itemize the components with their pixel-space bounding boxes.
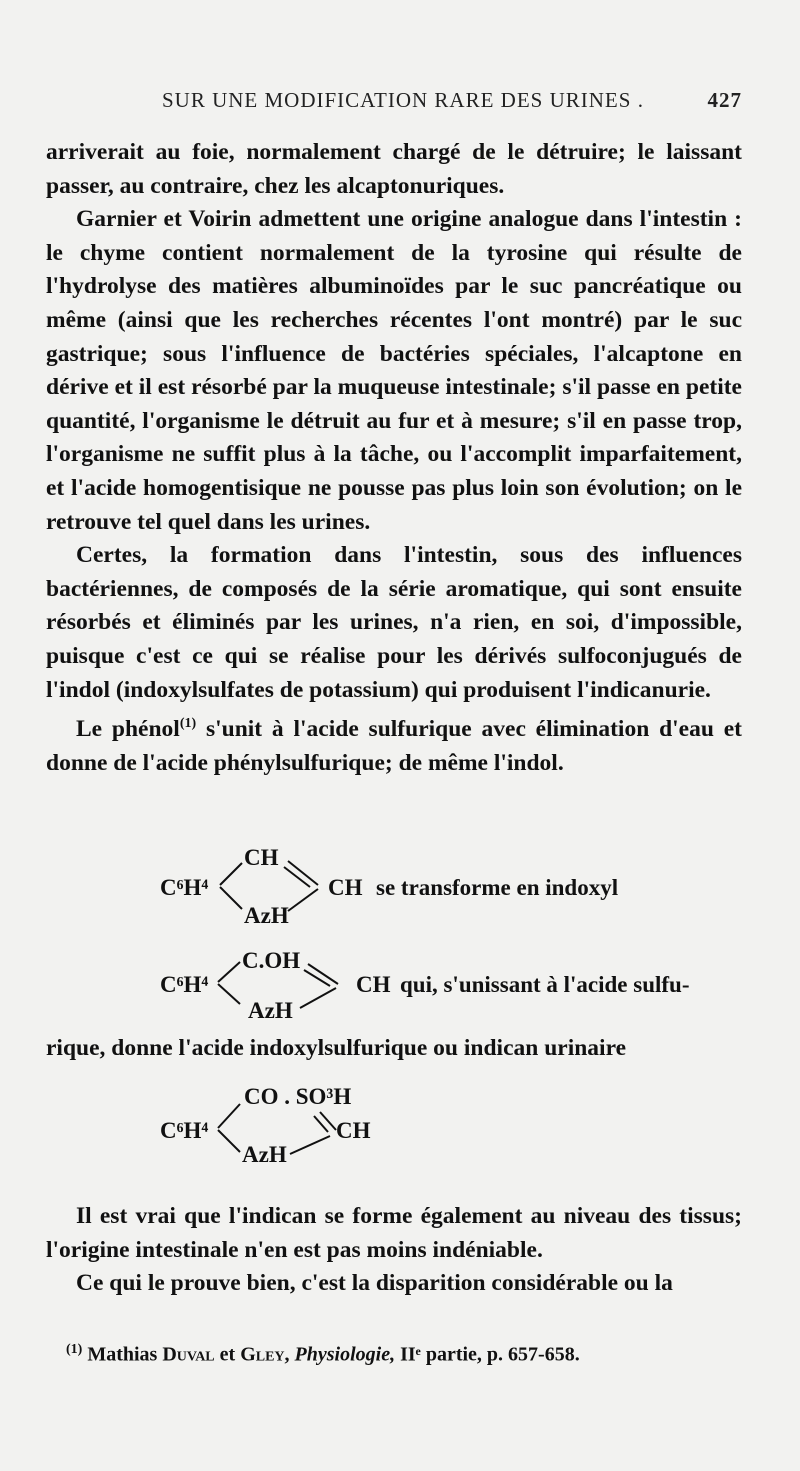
formula3-right: CH [336, 1118, 371, 1143]
paragraph-indican: Il est vrai que l'indican se forme également au niveau des tissus; l'origine intestinale n'en est pas moins indéniable. [46, 1203, 742, 1263]
phenol-text-end: s'unit à l'acide sulfurique avec élimination d'eau et donne de l'acide phénylsulfurique; de même l'indol. [46, 715, 742, 776]
footnote-marker: (1) [66, 1342, 83, 1357]
formula-indoxylsulfuric [160, 1084, 460, 1174]
footnote-author2: Gley, [240, 1343, 290, 1366]
formula2-right: CH [356, 972, 391, 997]
paragraph-1: arriverait au foie, normalement chargé de le détruire; le laissant passer, au contraire, chez les alcaptonuriques. [46, 139, 742, 199]
formula2-left: C⁶H⁴ [160, 972, 209, 997]
paragraph-3: Certes, la formation dans l'intestin, sous des influences bactériennes, de composés de la série aromatique, qui sont ensuite résorbés et éliminés par les urines, n'a rien, en soi, d'impossible, puisque c'est ce qui se réalise pour les dérivés sulfoconjugués de l'indol (indoxylsulfates de potassium) qui produisent l'indicanurie. [46, 542, 742, 703]
main-text [46, 136, 742, 780]
footnote-conj: et [219, 1343, 236, 1366]
closing-text [46, 1200, 742, 1301]
paragraph-proof: Ce qui le prouve bien, c'est la disparition considérable ou la [76, 1270, 673, 1297]
phenol-text-start: Le phénol [76, 715, 180, 742]
paragraph-phenol [46, 707, 742, 780]
footnote-rest: IIᵉ partie, p. 657-658. [400, 1343, 580, 1366]
formula3-top: CO . SO³H [244, 1084, 352, 1109]
formula2-bottom: AzH [248, 998, 293, 1023]
formula1-right: CH [328, 875, 363, 900]
paragraph-2: Garnier et Voirin admettent une origine analogue dans l'intestin : le chyme contient normalement de la tyrosine qui résulte de l'hydrolyse des matières albuminoïdes par le suc pancréatique ou même (ainsi que les recherches récentes l'ont montré) par le suc gastrique; sous l'influence de bactéries spéciales, l'alcaptone en dérive et il est résorbé par la muqueuse intestinale; s'il passe en petite quantité, l'organisme le détruit au fur et à mesure; s'il en passe trop, l'organisme ne suffit plus à la tâche, ou l'accomplit imparfaitement, et l'acide homogentisique ne pousse pas plus loin son évolution; on le retrouve tel quel dans les urines. [46, 206, 742, 535]
footnote-author-first: Mathias [87, 1343, 158, 1366]
formula-indoxyl [160, 948, 750, 1028]
running-header [162, 88, 742, 113]
formula1-left: C⁶H⁴ [160, 875, 209, 900]
formula1-text: se transforme en indoxyl [376, 875, 619, 900]
formula3-bonds [160, 1084, 460, 1174]
running-title: SUR UNE MODIFICATION RARE DES URINES . [162, 88, 644, 112]
formula-indol [160, 845, 720, 935]
formula2-text: qui, s'unissant à l'acide sulfu- [400, 972, 690, 997]
formula3-bottom: AzH [242, 1142, 287, 1167]
formula1-top: CH [244, 845, 279, 870]
formula1-bottom: AzH [244, 903, 289, 928]
formula3-left: C⁶H⁴ [160, 1118, 209, 1143]
footnote [66, 1342, 746, 1367]
footnote-ref: (1) [179, 716, 197, 732]
footnote-author1: Duval [162, 1343, 215, 1366]
formula2-continuation: rique, donne l'acide indoxylsulfurique ou indican urinaire [46, 1035, 627, 1061]
footnote-work: Physiologie, [294, 1343, 396, 1366]
page-number: 427 [707, 88, 742, 112]
formula2-top: C.OH [242, 948, 301, 973]
